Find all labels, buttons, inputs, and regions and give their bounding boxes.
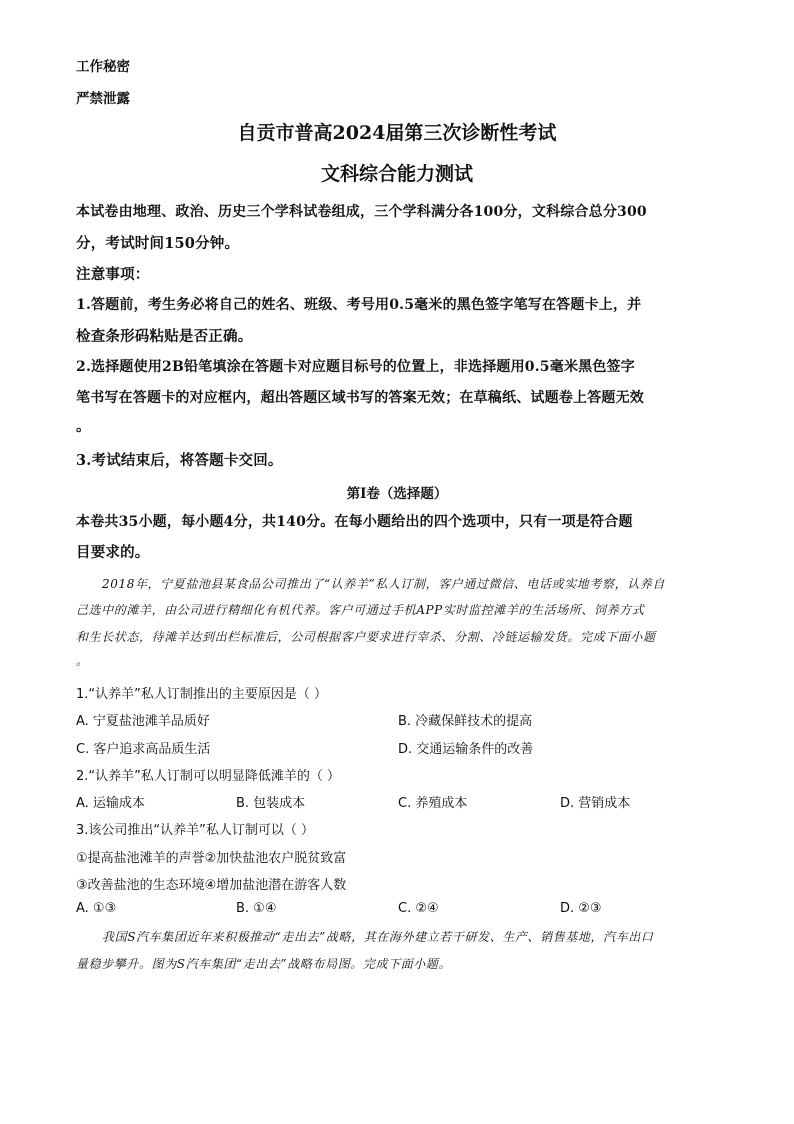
passage-1-line-3: 和生长状态，待滩羊达到出栏标准后，公司根据客户要求进行宰杀、分割、冷链运输发货。完成下面小题 bbox=[76, 630, 656, 644]
exam-title: 自贡市普高2024届第三次诊断性考试 bbox=[237, 122, 557, 144]
question-3-option-d: D. ②③ bbox=[560, 901, 602, 916]
passage-1-line-1: 2018年，宁夏盐池县某食品公司推出了“认养羊”私人订制，客户通过微信、电话或实地考察，认养自 bbox=[102, 577, 666, 591]
question-1-option-b: B. 冷藏保鲜技术的提高 bbox=[398, 714, 533, 729]
question-3-option-c: C. ②④ bbox=[398, 901, 439, 916]
question-3-option-a: A. ①③ bbox=[76, 901, 117, 916]
exam-subtitle: 文科综合能力测试 bbox=[320, 163, 473, 185]
section-desc-line-1: 本卷共35小题，每小题4分，共140分。在每小题给出的四个选项中，只有一项是符合题 bbox=[76, 514, 633, 530]
question-3-option-b: B. ①④ bbox=[236, 901, 277, 916]
intro-line-2: 分，考试时间150分钟。 bbox=[76, 235, 240, 252]
note-2-line-1: 2.选择题使用2B铅笔填涂在答题卡对应题目标号的位置上，非选择题用0.5毫米黑色签字 bbox=[76, 359, 635, 375]
confidential-label: 工作秘密 bbox=[76, 59, 130, 75]
question-1-stem: 1.“认养羊”私人订制推出的主要原因是（ ） bbox=[76, 687, 328, 702]
question-2-option-a: A. 运输成本 bbox=[76, 796, 145, 811]
section-desc-line-2: 目要求的。 bbox=[76, 544, 150, 561]
passage-2-line-1: 我国S汽车集团近年来积极推动“走出去”战略，其在海外建立若干研发、生产、销售基地，汽车出口 bbox=[102, 930, 654, 944]
question-2-option-d: D. 营销成本 bbox=[560, 796, 631, 811]
question-3-stem: 3.该公司推出“认养羊”私人订制可以（ ） bbox=[76, 823, 315, 838]
question-1-option-d: D. 交通运输条件的改善 bbox=[398, 742, 534, 757]
no-leak-label: 严禁泄露 bbox=[76, 91, 130, 107]
section-title: 第Ⅰ卷（选择题） bbox=[346, 486, 448, 502]
question-2-stem: 2.“认养羊”私人订制可以明显降低滩羊的（ ） bbox=[76, 769, 341, 784]
note-1-line-1: 1.答题前，考生务必将自己的姓名、班级、考号用0.5毫米的黑色签字笔写在答题卡上，并 bbox=[76, 297, 642, 313]
passage-1-line-2: 己选中的滩羊，由公司进行精细化有机代养。客户可通过手机APP实时监控滩羊的生活场所、饲养方式 bbox=[76, 603, 645, 617]
question-3-items-line-1: ①提高盐池滩羊的声誉②加快盐池农户脱贫致富 bbox=[76, 851, 347, 866]
notes-heading: 注意事项： bbox=[76, 266, 150, 283]
question-2-option-c: C. 养殖成本 bbox=[398, 796, 468, 811]
intro-line-1: 本试卷由地理、政治、历史三个学科试卷组成，三个学科满分各100分，文科综合总分300 bbox=[76, 204, 647, 220]
note-1-line-2: 检查条形码粘贴是否正确。 bbox=[76, 328, 253, 345]
passage-1-line-4: 。 bbox=[76, 654, 89, 668]
question-1-option-a: A. 宁夏盐池滩羊品质好 bbox=[76, 714, 210, 729]
passage-2-line-2: 量稳步攀升。图为S汽车集团“走出去”战略布局图。完成下面小题。 bbox=[76, 957, 452, 971]
note-3: 3.考试结束后，将答题卡交回。 bbox=[76, 452, 283, 469]
question-2-option-b: B. 包装成本 bbox=[236, 796, 306, 811]
note-2-line-3: 。 bbox=[76, 418, 91, 435]
question-3-items-line-2: ③改善盐池的生态环境④增加盐池潜在游客人数 bbox=[76, 878, 347, 893]
note-2-line-2: 笔书写在答题卡的对应框内，超出答题区域书写的答案无效；在草稿纸、试题卷上答题无效 bbox=[76, 390, 644, 406]
question-1-option-c: C. 客户追求高品质生活 bbox=[76, 742, 211, 757]
